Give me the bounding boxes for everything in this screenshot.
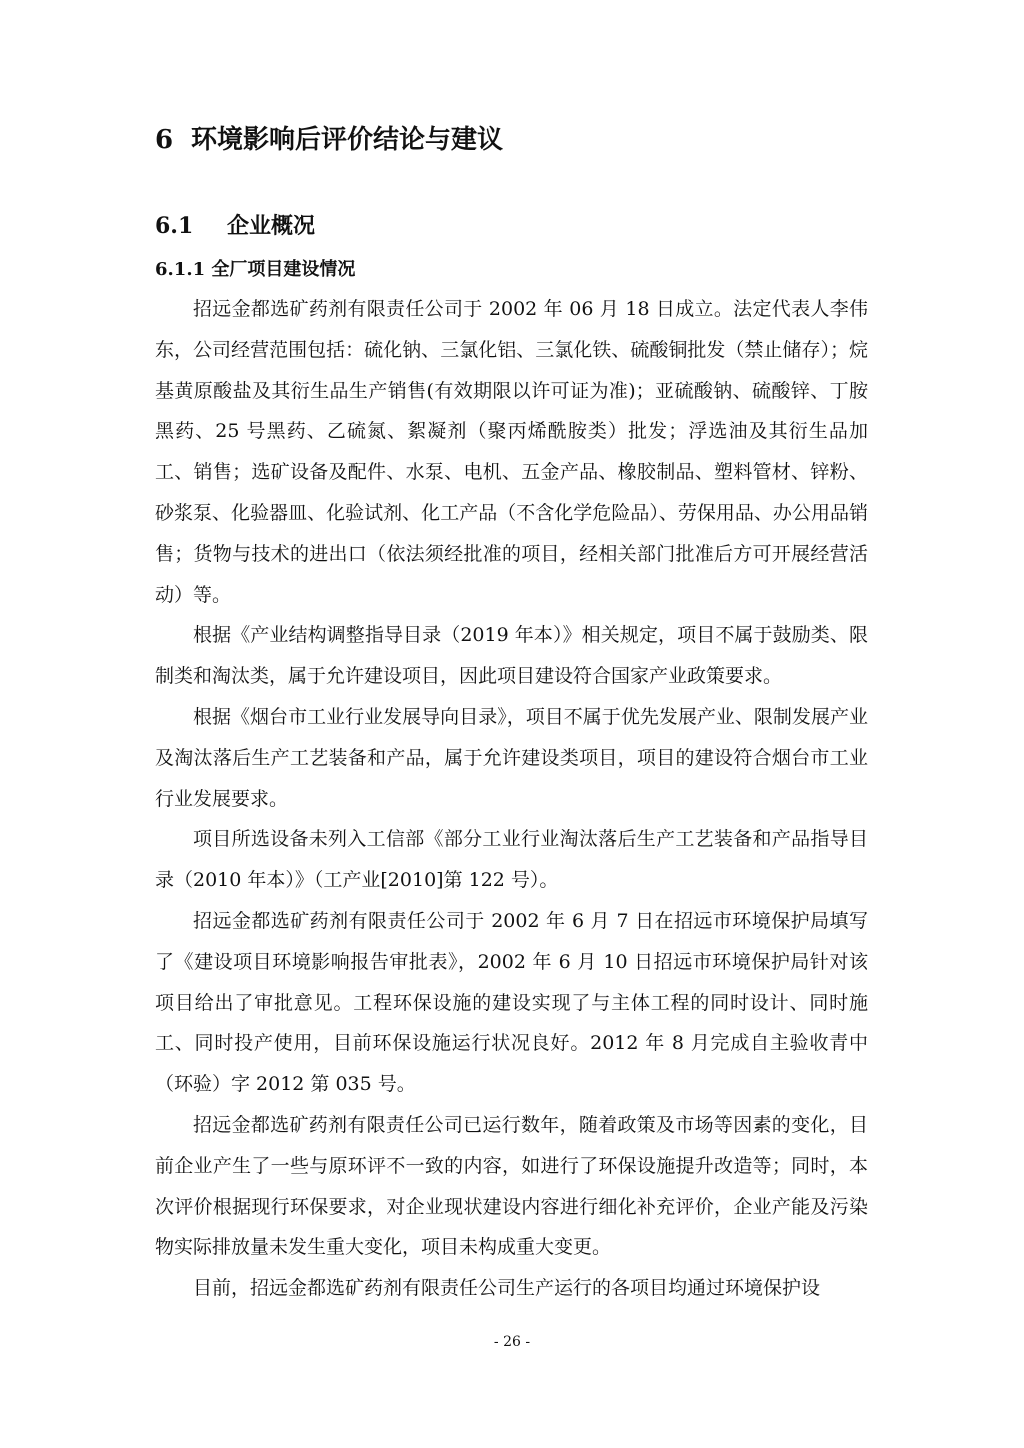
body-text [155, 289, 868, 1309]
section-number: 6.1 [155, 213, 194, 239]
paragraph-eia-approval: 招远金都选矿药剂有限责任公司于 2002 年 6 月 7 日在招远市环境保护局填写了《建设项目环境影响报告审批表》，2002 年 6 月 10 日招远市环境保护局针对该项目给出了审批意见。工程环保设施的建设实现了与主体工程的同时设计、同时施工、同时投产使用，目前环保设施运行状况良好。2012 年 8 月完成自主验收青中（环验）字 2012 第 035 号。 [155, 909, 868, 1096]
page-number: - 26 - [493, 1334, 531, 1350]
paragraph-company-overview: 招远金都选矿药剂有限责任公司于 2002 年 06 月 18 日成立。法定代表人李伟东，公司经营范围包括：硫化钠、三氯化铝、三氯化铁、硫酸铜批发（禁止储存）；烷基黄原酸盐及其衍生品生产销售(有效期限以许可证为准)；亚硫酸钠、硫酸锌、丁胺黑药、25 号黑药、乙硫氮、絮凝剂（聚丙烯酰胺类）批发；浮选油及其衍生品加工、销售；选矿设备及配件、水泵、电机、五金产品、橡胶制品、塑料管材、锌粉、砂浆泵、化验器皿、化验试剂、化工产品（不含化学危险品）、劳保用品、办公用品销售；货物与技术的进出口（依法须经批准的项目，经相关部门批准后方可开展经营活动）等。 [155, 298, 868, 606]
chapter-heading [155, 120, 875, 160]
paragraph-current-status: 目前，招远金都选矿药剂有限责任公司生产运行的各项目均通过环境保护设 [193, 1277, 821, 1300]
paragraph-yantai-guidance: 根据《烟台市工业行业发展导向目录》，项目不属于优先发展产业、限制发展产业及淘汰落后生产工艺装备和产品，属于允许建设类项目，项目的建设符合烟台市工业行业发展要求。 [155, 705, 868, 810]
chapter-number: 6 [155, 125, 174, 155]
section-heading [155, 206, 875, 246]
paragraph-equipment-catalog: 项目所选设备未列入工信部《部分工业行业淘汰落后生产工艺装备和产品指导目录（2010 年本）》（工产业[2010]第 122 号）。 [155, 828, 868, 892]
subsection-heading: 6.1.1 全厂项目建设情况 [155, 259, 356, 280]
chapter-title: 环境影响后评价结论与建议 [191, 125, 504, 155]
paragraph-changes: 招远金都选矿药剂有限责任公司已运行数年，随着政策及市场等因素的变化，目前企业产生了一些与原环评不一致的内容，如进行了环保设施提升改造等；同时，本次评价根据现行环保要求，对企业现状建设内容进行细化补充评价，企业产能及污染物实际排放量未发生重大变化，项目未构成重大变更。 [155, 1113, 868, 1259]
section-title: 企业概况 [227, 213, 316, 239]
paragraph-industrial-policy: 根据《产业结构调整指导目录（2019 年本）》相关规定，项目不属于鼓励类、限制类和淘汰类，属于允许建设项目，因此项目建设符合国家产业政策要求。 [155, 624, 868, 688]
